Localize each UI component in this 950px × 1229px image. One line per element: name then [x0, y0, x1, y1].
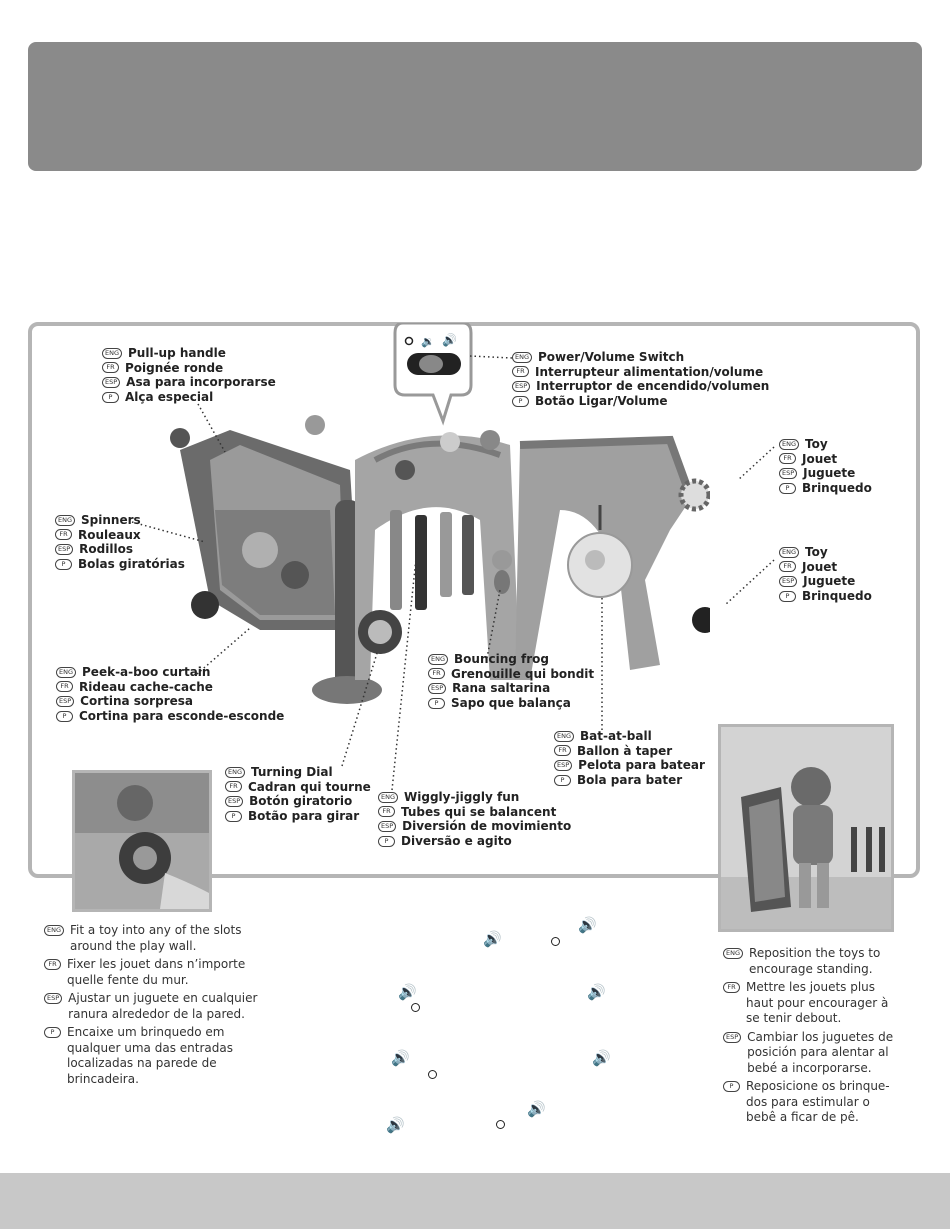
badge-eng: ENG [779, 439, 799, 450]
label-pull-up-handle [102, 346, 276, 404]
label-esp: Interruptor de encendido/volumen [536, 379, 770, 394]
instruction-esp: Cambiar los juguetes de posición para alentar al bebé a incorporarse. [747, 1029, 894, 1075]
instruction-eng: Reposition the toys to encourage standing. [749, 946, 881, 976]
label-esp: Juguete [803, 466, 856, 481]
label-esp: Diversión de movimiento [402, 819, 572, 834]
label-fr: Rideau cache-cache [79, 679, 213, 694]
power-off-circle-icon [411, 1003, 420, 1012]
speaker-icon: 🔊 [386, 1116, 405, 1134]
badge-eng: ENG [723, 948, 743, 959]
badge-p: P [44, 1027, 61, 1038]
badge-fr: FR [554, 745, 571, 756]
badge-fr: FR [779, 561, 796, 572]
label-esp: Pelota para batear [578, 758, 705, 773]
instructions-left [44, 923, 264, 1090]
label-p: Bola para bater [577, 772, 683, 787]
badge-p: P [56, 711, 73, 722]
footer-bar [0, 1173, 950, 1229]
label-eng: Bat-at-ball [580, 729, 652, 743]
label-toy-character [779, 545, 872, 603]
label-wiggly-jiggly-fun [378, 790, 571, 848]
label-fr: Tubes qui se balancent [401, 804, 557, 819]
label-fr: Poignée ronde [125, 360, 224, 375]
label-p: Sapo que balança [451, 695, 571, 710]
badge-eng: ENG [102, 348, 122, 359]
label-eng: Pull-up handle [128, 346, 226, 360]
label-fr: Ballon à taper [577, 743, 673, 758]
badge-fr: FR [512, 366, 529, 377]
power-off-circle-icon [551, 937, 560, 946]
instruction-eng: Fit a toy into any of the slots around the play wall. [70, 923, 242, 953]
label-eng: Toy [805, 437, 828, 451]
badge-esp: ESP [44, 993, 62, 1004]
label-esp: Rodillos [79, 542, 133, 557]
badge-eng: ENG [55, 515, 75, 526]
speaker-icon: 🔊 [592, 1049, 611, 1067]
label-p: Brinquedo [802, 480, 872, 495]
label-esp: Asa para incorporarse [126, 375, 276, 390]
label-fr: Rouleaux [78, 527, 141, 542]
badge-eng: ENG [44, 925, 64, 936]
label-eng: Toy [805, 545, 828, 559]
badge-p: P [554, 775, 571, 786]
label-eng: Turning Dial [251, 765, 333, 779]
badge-eng: ENG [428, 654, 448, 665]
badge-eng: ENG [512, 352, 532, 363]
badge-p: P [55, 559, 72, 570]
badge-fr: FR [55, 529, 72, 540]
badge-fr: FR [56, 681, 73, 692]
label-p: Alça especial [125, 389, 214, 404]
speaker-icon: 🔊 [578, 916, 597, 934]
instructions-right [723, 946, 923, 1129]
badge-esp: ESP [779, 576, 797, 587]
speaker-icon: 🔊 [483, 930, 502, 948]
speaker-icon: 🔉 [421, 335, 435, 348]
label-peek-a-boo-curtain [56, 665, 284, 723]
label-power-switch [512, 350, 769, 408]
label-esp: Botón giratorio [249, 794, 353, 809]
instruction-fr: Fixer les jouet dans n’importe quelle fente du mur. [67, 957, 246, 987]
badge-fr: FR [723, 982, 740, 993]
label-eng: Wiggly-jiggly fun [404, 790, 520, 804]
label-bouncing-frog [428, 652, 594, 710]
badge-esp: ESP [55, 544, 73, 555]
label-bat-at-ball [554, 729, 705, 787]
label-toy-gear [779, 437, 872, 495]
badge-eng: ENG [225, 767, 245, 778]
label-turning-dial [225, 765, 371, 823]
label-p: Cortina para esconde-esconde [79, 708, 285, 723]
label-fr: Interrupteur alimentation/volume [535, 364, 764, 379]
label-fr: Jouet [802, 451, 838, 466]
power-off-circle-icon [428, 1070, 437, 1079]
badge-fr: FR [428, 668, 445, 679]
label-p: Bolas giratórias [78, 556, 185, 571]
label-p: Diversão e agito [401, 833, 512, 848]
label-p: Brinquedo [802, 588, 872, 603]
badge-p: P [723, 1081, 740, 1092]
speaker-icon: 🔊 [587, 983, 606, 1001]
instruction-fr: Mettre les jouets plus haut pour encourager à se tenir debout. [746, 980, 889, 1025]
badge-p: P [512, 396, 529, 407]
badge-eng: ENG [779, 547, 799, 558]
photo-baby-standing [718, 724, 894, 932]
badge-eng: ENG [56, 667, 76, 678]
label-eng: Power/Volume Switch [538, 350, 685, 364]
badge-p: P [779, 591, 796, 602]
badge-p: P [428, 698, 445, 709]
badge-esp: ESP [779, 468, 797, 479]
label-p: Botão Ligar/Volume [535, 393, 668, 408]
badge-esp: ESP [554, 760, 572, 771]
instruction-esp: Ajustar un juguete en cualquier ranura alrededor de la pared. [68, 991, 258, 1021]
label-esp: Cortina sorpresa [80, 694, 193, 709]
label-p: Botão para girar [248, 808, 360, 823]
badge-eng: ENG [378, 792, 398, 803]
badge-fr: FR [102, 362, 119, 373]
badge-fr: FR [225, 781, 242, 792]
speaker-icon: 🔊 [398, 983, 417, 1001]
instruction-p: Reposicione os brinque- dos para estimular o bebê a ficar de pê. [746, 1079, 890, 1124]
label-spinners [55, 513, 185, 571]
badge-p: P [102, 392, 119, 403]
speaker-loud-icon: 🔊 [442, 333, 457, 347]
label-fr: Grenouille qui bondit [451, 666, 595, 681]
label-fr: Jouet [802, 559, 838, 574]
badge-esp: ESP [225, 796, 243, 807]
badge-p: P [378, 836, 395, 847]
badge-eng: ENG [554, 731, 574, 742]
power-off-circle-icon [496, 1120, 505, 1129]
badge-esp: ESP [102, 377, 120, 388]
badge-esp: ESP [56, 696, 74, 707]
photo-fit-toy [72, 770, 212, 912]
speaker-icon: 🔊 [391, 1049, 410, 1067]
badge-fr: FR [779, 453, 796, 464]
badge-p: P [779, 483, 796, 494]
label-eng: Bouncing frog [454, 652, 550, 666]
label-esp: Juguete [803, 574, 856, 589]
badge-fr: FR [378, 806, 395, 817]
badge-esp: ESP [723, 1032, 741, 1043]
label-esp: Rana saltarina [452, 681, 551, 696]
label-eng: Peek-a-boo curtain [82, 665, 211, 679]
badge-fr: FR [44, 959, 61, 970]
badge-esp: ESP [378, 821, 396, 832]
speaker-icon: 🔊 [527, 1100, 546, 1118]
badge-esp: ESP [428, 683, 446, 694]
label-fr: Cadran qui tourne [248, 779, 371, 794]
instruction-p: Encaixe um brinquedo em qualquer uma das entradas localizadas na parede de brincadeira. [67, 1025, 233, 1086]
badge-p: P [225, 811, 242, 822]
badge-esp: ESP [512, 381, 530, 392]
label-eng: Spinners [81, 513, 141, 527]
